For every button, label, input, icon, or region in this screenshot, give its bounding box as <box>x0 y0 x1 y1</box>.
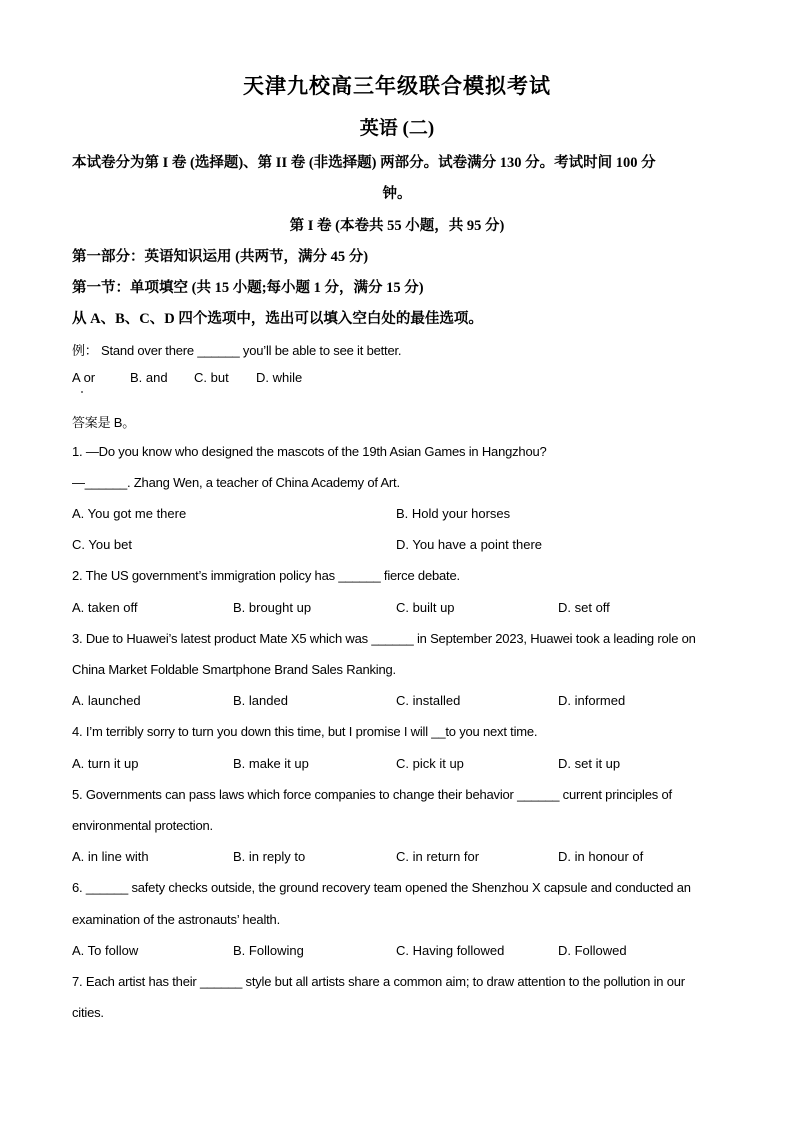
question-6-option-c: C. Having followed <box>396 943 505 958</box>
stray-dot <box>81 391 83 393</box>
example-option-b: B. and <box>130 370 168 385</box>
question-1-line-2: —______. Zhang Wen, a teacher of China Academy of Art. <box>72 475 400 490</box>
question-4-option-b: B. make it up <box>233 756 309 771</box>
question-5-option-b: B. in reply to <box>233 849 306 864</box>
question-3-line-2: China Market Foldable Smartphone Brand Sales Ranking. <box>72 662 396 677</box>
example-answer: 答案是 B。 <box>72 415 136 430</box>
question-3-line-1: 3. Due to Huawei’s latest product Mate X5 which was ______ in September 2023, Huawei took a leading role on <box>72 631 696 646</box>
question-6-option-a: A. To follow <box>72 943 139 958</box>
question-7-line-2: cities. <box>72 1005 104 1020</box>
exam-title: 天津九校高三年级联合模拟考试 <box>243 74 551 98</box>
part-header: 第 I 卷 (本卷共 55 小题，共 95 分) <box>289 218 505 234</box>
subsection-header: 第一节：单项填空 (共 15 小题;每小题 1 分，满分 15 分) <box>72 280 424 296</box>
example-stem: 例： Stand over there ______ you’ll be able to see it better. <box>72 343 402 358</box>
question-1-option-a: A. You got me there <box>72 506 187 521</box>
question-1-option-c: C. You bet <box>72 537 132 552</box>
question-2-option-a: A. taken off <box>72 600 138 615</box>
question-5-line-1: 5. Governments can pass laws which force companies to change their behavior ______ current principles of <box>72 787 672 802</box>
question-4-option-a: A. turn it up <box>72 756 139 771</box>
question-3-option-d: D. informed <box>558 693 626 708</box>
question-3-option-a: A. launched <box>72 693 141 708</box>
question-6-option-d: D. Followed <box>558 943 627 958</box>
intro-line-1: 本试卷分为第 I 卷 (选择题)、第 II 卷 (非选择题) 两部分。试卷满分 130 分。考试时间 100 分 <box>72 155 656 171</box>
exam-subtitle: 英语 (二) <box>359 118 435 139</box>
question-5-option-c: C. in return for <box>396 849 480 864</box>
question-2-option-c: C. built up <box>396 600 455 615</box>
example-option-d: D. while <box>256 370 303 385</box>
question-1-option-b: B. Hold your horses <box>396 506 511 521</box>
question-5-option-d: D. in honour of <box>558 849 644 864</box>
intro-line-2: 钟。 <box>382 186 412 202</box>
instructions: 从 A、B、C、D 四个选项中，选出可以填入空白处的最佳选项。 <box>72 311 483 327</box>
question-4-option-d: D. set it up <box>558 756 621 771</box>
question-2-option-d: D. set off <box>558 600 610 615</box>
question-6-line-1: 6. ______ safety checks outside, the ground recovery team opened the Shenzhou X capsule and conducted an <box>72 880 691 895</box>
example-option-a: A or <box>72 370 96 385</box>
question-1-option-d: D. You have a point there <box>396 537 543 552</box>
question-3-option-c: C. installed <box>396 693 461 708</box>
question-2-line-1: 2. The US government’s immigration policy has ______ fierce debate. <box>72 568 460 583</box>
question-1-line-1: 1. —Do you know who designed the mascots of the 19th Asian Games in Hangzhou? <box>72 444 547 459</box>
question-4-line-1: 4. I’m terribly sorry to turn you down this time, but I promise I will __to you next time. <box>72 724 538 739</box>
question-6-option-b: B. Following <box>233 943 304 958</box>
question-4-option-c: C. pick it up <box>396 756 464 771</box>
question-5-line-2: environmental protection. <box>72 818 213 833</box>
question-7-line-1: 7. Each artist has their ______ style but all artists share a common aim; to draw attention to the pollution in our <box>72 974 685 989</box>
question-5-option-a: A. in line with <box>72 849 149 864</box>
section-header: 第一部分：英语知识运用 (共两节，满分 45 分) <box>72 249 369 265</box>
question-2-option-b: B. brought up <box>233 600 312 615</box>
example-option-c: C. but <box>194 370 229 385</box>
question-6-line-2: examination of the astronauts’ health. <box>72 912 280 927</box>
question-3-option-b: B. landed <box>233 693 288 708</box>
